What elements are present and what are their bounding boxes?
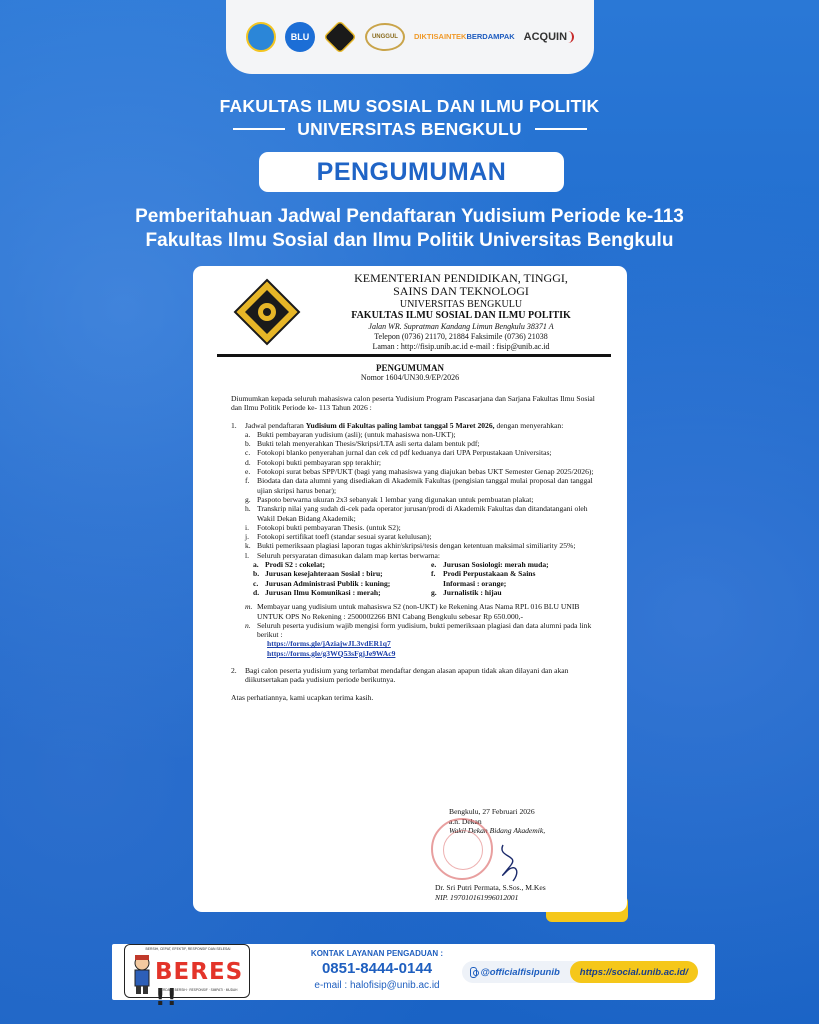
letterhead bbox=[311, 272, 611, 352]
requirement-text: Bukti pembayaran yudisium (asli); (untuk mahasiswa non-UKT); bbox=[257, 429, 456, 439]
unib-logo bbox=[323, 20, 357, 54]
requirement-item bbox=[245, 532, 603, 541]
faculty-name: FAKULTAS ILMU SOSIAL DAN ILMU POLITIK bbox=[219, 96, 600, 116]
unib-seal-icon bbox=[233, 278, 301, 346]
requirement-marker: f. bbox=[245, 476, 250, 486]
letterhead-ministry-2: SAINS DAN TEKNOLOGI bbox=[393, 284, 529, 298]
point-2-text: Bagi calon peserta yudisium yang terlambat mendaftar dengan alasan apapun tidak akan dilayani dan akan diikutsertakan pada yudisium periode berikutnya. bbox=[245, 666, 569, 685]
instagram-handle[interactable]: @officialfisipunib bbox=[480, 966, 560, 978]
requirement-item bbox=[245, 495, 603, 504]
requirement-text: Biodata dan data alumni yang disediakan di Akademik Fakultas (pengisian tanggal mulai proposal dan tanggal ujian skripsi harus benar); bbox=[257, 476, 593, 495]
announcement-letter bbox=[193, 266, 627, 912]
requirements-list bbox=[231, 430, 603, 560]
folder-color-item bbox=[431, 579, 603, 588]
intro-paragraph: Diumumkan kepada seluruh mahasiswa calon peserta Yudisium Program Pascasarjana dan Sarjana Fakultas Ilmu Sosial dan Ilmu Politik Periode ke- 113 Tahun 2026 : bbox=[231, 394, 595, 413]
requirement-text: Fotokopi surat bebas SPP/UKT (bagi yang mahasiswa yang diajukan bebas UKT Semester Genap 2025/2026); bbox=[257, 467, 594, 477]
dikti-line1: DIKTISAINTEK bbox=[413, 31, 467, 41]
folder-color-text: Jurusan kesejahteraan Sosial : biru; bbox=[265, 569, 383, 579]
requirement-item bbox=[245, 504, 603, 523]
form-link-1[interactable]: https://forms.gle/jAziajwJL3vdER1q7 bbox=[267, 639, 391, 649]
requirement-marker: d. bbox=[245, 457, 251, 467]
payment-instruction: m. Membayar uang yudisium untuk mahasiswa S2 (non-UKT) ke Rekening Atas Nama RPL 016 BLU UNIB UNTUK OPS No Rekening : 2500002266 BNI Cabang Bengkulu sebesar Rp 650.000,- n. Seluruh peserta yudisium wajib mengisi form yudisium, bukti pemeriksaan plagiasi dan data alumni pada link berikut : bbox=[231, 602, 603, 639]
signer-nip: NIP. 197010161996012001 bbox=[435, 893, 519, 902]
point-1-pre: Jadwal pendaftaran bbox=[245, 420, 306, 430]
folder-color-marker: b. bbox=[253, 569, 260, 579]
folder-color-text: Informasi : orange; bbox=[443, 578, 507, 588]
beres-wordmark bbox=[155, 959, 249, 1011]
requirement-marker: a. bbox=[245, 429, 251, 439]
requirement-item bbox=[245, 458, 603, 467]
instagram-icon bbox=[470, 967, 477, 978]
kemendiktisaintek-logo bbox=[246, 22, 276, 52]
letterhead-phone: Telepon (0736) 21170, 21884 Faksimile (0736) 21038 bbox=[374, 332, 548, 341]
footer-bar bbox=[112, 944, 715, 1011]
folder-color-marker: c. bbox=[253, 578, 259, 588]
folder-color-item bbox=[431, 569, 603, 578]
faculty-stamp bbox=[431, 818, 493, 880]
form-link-2[interactable]: https://forms.gle/g3WQ53sFgjJe9WAc9 bbox=[267, 648, 396, 658]
requirement-marker: g. bbox=[245, 494, 251, 504]
folder-color-text: Jurusan Administrasi Publik : kuning; bbox=[265, 578, 391, 588]
requirement-marker: i. bbox=[245, 522, 250, 532]
document-body bbox=[231, 394, 603, 702]
document-title: PENGUMUMAN bbox=[376, 363, 444, 373]
subtitle-line-2: Fakultas Ilmu Sosial dan Ilmu Politik Universitas Bengkulu bbox=[145, 230, 674, 251]
folder-color-marker: f. bbox=[431, 569, 436, 579]
announcement-badge: PENGUMUMAN bbox=[259, 152, 564, 192]
signer bbox=[435, 883, 546, 903]
folder-color-item bbox=[253, 588, 425, 597]
beres-logo bbox=[124, 944, 250, 1011]
dikti-line2: BERDAMPAK bbox=[466, 31, 515, 41]
requirement-text: Paspoto berwarna ukuran 2x3 sebanyak 1 lembar yang digunakan untuk pembuatan plakat; bbox=[257, 494, 534, 504]
requirement-text: Fotokopi sertifikat toefl (standar sesuai syarat kelulusan); bbox=[257, 532, 432, 542]
requirement-item bbox=[245, 439, 603, 448]
letterhead-rule bbox=[217, 354, 611, 357]
subtitle-line-1: Pemberitahuan Jadwal Pendaftaran Yudisium Periode ke-113 bbox=[135, 206, 684, 227]
point-1-deadline: Yudisium di Fakultas paling lambat tanggal 5 Maret 2026, bbox=[305, 420, 495, 430]
contact-email[interactable]: e-mail : halofisip@unib.ac.id bbox=[314, 980, 440, 991]
website-link[interactable]: https://social.unib.ac.id/ bbox=[570, 961, 698, 983]
folder-color-item bbox=[431, 560, 603, 569]
folder-color-marker: d. bbox=[253, 587, 260, 597]
partner-logos bbox=[226, 0, 594, 74]
requirement-marker: b. bbox=[245, 439, 251, 449]
folder-color-item bbox=[253, 569, 425, 578]
divider-right bbox=[535, 128, 587, 130]
requirement-item bbox=[245, 551, 603, 560]
letterhead-university: UNIVERSITAS BENGKULU bbox=[399, 299, 523, 310]
requirement-marker: k. bbox=[245, 541, 251, 551]
requirement-text: Bukti telah menyerahkan Thesis/Skripsi/LTA asli serta dalam bentuk pdf; bbox=[257, 439, 480, 449]
signer-position: Wakil Dekan Bidang Akademik, bbox=[449, 826, 546, 835]
folder-color-marker: a. bbox=[253, 560, 259, 570]
social-links bbox=[462, 961, 698, 983]
requirement-marker: e. bbox=[245, 467, 251, 477]
folder-color-marker bbox=[431, 579, 443, 588]
folder-color-text: Jurnalistik : hijau bbox=[443, 587, 502, 597]
point-n: Seluruh peserta yudisium wajib mengisi form yudisium, bukti pemeriksaan plagiasi dan data alumni pada link berikut : bbox=[257, 620, 592, 640]
folder-colors bbox=[231, 560, 603, 597]
requirement-item bbox=[245, 430, 603, 439]
requirement-item bbox=[245, 523, 603, 532]
folder-color-item bbox=[253, 560, 425, 569]
unggul-logo: UNGGUL bbox=[365, 23, 405, 51]
folder-color-text: Jurusan Sosiologi: merah muda; bbox=[443, 560, 549, 570]
place-date: Bengkulu, 27 Februari 2026 bbox=[449, 807, 535, 816]
acquin-logo: ACQUIN bbox=[524, 31, 574, 43]
folder-color-text: Jurusan Ilmu Komunikasi : merah; bbox=[265, 587, 381, 597]
requirement-item bbox=[245, 467, 603, 476]
requirement-marker: h. bbox=[245, 504, 251, 514]
beres-bang: !! bbox=[155, 985, 178, 1011]
folder-color-item bbox=[253, 579, 425, 588]
beres-text: BERES bbox=[155, 959, 244, 985]
letterhead-web: Laman : http://fisip.unib.ac.id e-mail : fisip@unib.ac.id bbox=[372, 342, 550, 351]
folder-color-marker: g. bbox=[431, 587, 437, 597]
point-1: 1. Jadwal pendaftaran Yudisium di Fakultas paling lambat tanggal 5 Maret 2026, dengan menyerahkan: bbox=[231, 420, 564, 430]
point-2: 2. Bagi calon peserta yudisium yang terlambat mendaftar dengan alasan apapun tidak akan dilayani dan akan diikutsertakan pada yudisium periode berikutnya. bbox=[231, 666, 603, 685]
point-m: Membayar uang yudisium untuk mahasiswa S2 (non-UKT) ke Rekening Atas Nama RPL 016 BLU UNIB UNTUK OPS No Rekening : 2500002266 BNI Cabang Bengkulu sebesar Rp 650.000,- bbox=[257, 602, 580, 621]
requirement-marker: j. bbox=[245, 532, 250, 542]
requirement-text: Fotokopi bukti pembayaran Thesis. (untuk S2); bbox=[257, 522, 401, 532]
letterhead-faculty: FAKULTAS ILMU SOSIAL DAN ILMU POLITIK bbox=[351, 310, 571, 321]
folder-color-text: Prodi Perpustakaan & Sains bbox=[443, 569, 536, 579]
university-name: UNIVERSITAS BENGKULU bbox=[297, 119, 522, 139]
complaint-contact bbox=[302, 949, 452, 991]
beres-tagline-top: BERSIH, CEPAT, EFEKTIF, RESPONSIF DAN SELESAI bbox=[145, 947, 231, 951]
requirement-marker: l. bbox=[245, 550, 250, 560]
requirement-item bbox=[245, 476, 603, 495]
letterhead-address: Jalan WR. Supratman Kandang Limun Bengkulu 38371 A bbox=[368, 322, 554, 331]
document-number: Nomor 1604/UN30.9/EP/2026 bbox=[360, 373, 460, 382]
requirement-marker: c. bbox=[245, 448, 251, 458]
folder-color-marker: e. bbox=[431, 560, 437, 570]
signer-name: Dr. Sri Putri Permata, S.Sos., M.Kes bbox=[435, 883, 546, 892]
requirement-text: Bukti pemeriksaan plagiasi laporan tugas akhir/skripsi/tesis dengan ketentuan maksimal similiarity 25%; bbox=[257, 541, 576, 551]
letterhead-ministry: KEMENTERIAN PENDIDIKAN, TINGGI, bbox=[354, 271, 568, 285]
point-1-post: dengan menyerahkan: bbox=[494, 420, 564, 430]
contact-phone[interactable]: 0851-8444-0144 bbox=[321, 960, 433, 977]
diktisaintek-berdampak-logo bbox=[414, 33, 515, 41]
contact-label: KONTAK LAYANAN PENGADUAN : bbox=[310, 949, 444, 958]
requirement-item bbox=[245, 448, 603, 457]
blu-logo: BLU bbox=[285, 22, 315, 52]
beres-tagline-bottom: CERDAS · BERSIH · RESPONSIF · SIMPATI · MUDAH bbox=[158, 988, 238, 992]
closing: Atas perhatiannya, kami ucapkan terima kasih. bbox=[231, 692, 374, 702]
requirement-text: Fotokopi bukti pembayaran spp terakhir; bbox=[257, 457, 382, 467]
requirement-item bbox=[245, 541, 603, 550]
requirement-text: Transkrip nilai yang sudah di-cek pada operator jurusan/prodi di Akademik Fakultas dan ditandatangani oleh Wakil Dekan Bidang Akademik; bbox=[257, 504, 588, 523]
folder-color-text: Prodi S2 : cokelat; bbox=[265, 560, 325, 570]
requirement-text: Fotokopi blanko penyerahan jurnal dan cek cd pdf keduanya dari UPA Perpustakaan Universitas; bbox=[257, 448, 552, 458]
requirement-text: Seluruh persyaratan dimasukan dalam map kertas berwarna: bbox=[257, 550, 441, 560]
handwritten-signature bbox=[493, 841, 527, 883]
on-behalf: a.n. Dekan bbox=[449, 816, 482, 826]
folder-color-item bbox=[431, 588, 603, 597]
